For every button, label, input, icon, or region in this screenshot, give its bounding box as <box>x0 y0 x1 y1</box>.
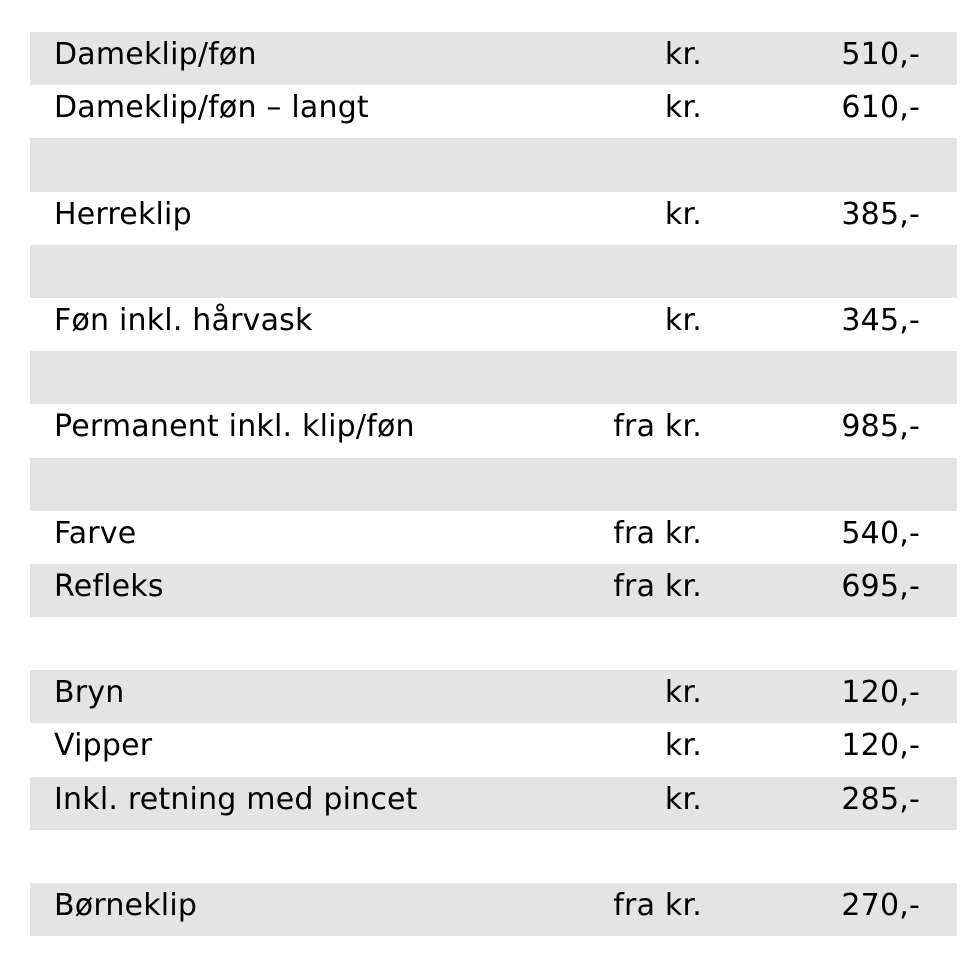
price-prefix: kr. <box>664 675 702 711</box>
price-value: 385,- <box>841 196 920 232</box>
price-prefix: kr. <box>664 196 702 232</box>
price-value: 345,- <box>841 302 920 338</box>
price-row <box>30 404 957 457</box>
price-value: 510,- <box>841 37 920 72</box>
price-row <box>30 85 957 138</box>
price-prefix: kr. <box>664 90 702 126</box>
service-name: Permanent inkl. klip/føn <box>54 409 415 445</box>
price-row <box>30 723 957 776</box>
service-name: Vipper <box>54 728 153 764</box>
price-row <box>30 32 957 85</box>
service-name: Farve <box>54 515 137 551</box>
price-value: 285,- <box>841 781 920 817</box>
spacer-row <box>30 458 957 511</box>
service-name: Føn inkl. hårvask <box>54 302 313 338</box>
service-name: Refleks <box>54 568 164 604</box>
service-name: Dameklip/føn – langt <box>54 90 369 126</box>
price-row <box>30 670 957 723</box>
spacer-row <box>30 138 957 191</box>
price-prefix: kr. <box>664 37 702 72</box>
service-name: Herreklip <box>54 196 192 232</box>
spacer-row <box>30 617 957 670</box>
spacer-row <box>30 351 957 404</box>
price-value: 610,- <box>841 90 920 126</box>
price-prefix: kr. <box>664 302 702 338</box>
price-row <box>30 883 957 936</box>
price-value: 120,- <box>841 675 920 711</box>
price-row <box>30 511 957 564</box>
service-name: Bryn <box>54 675 125 711</box>
price-prefix: kr. <box>664 728 702 764</box>
price-row <box>30 298 957 351</box>
price-row <box>30 564 957 617</box>
spacer-row <box>30 245 957 298</box>
price-row <box>30 192 957 245</box>
price-prefix: kr. <box>664 781 702 817</box>
price-value: 270,- <box>841 888 920 923</box>
service-name: Inkl. retning med pincet <box>54 781 418 817</box>
spacer-row <box>30 830 957 883</box>
price-list <box>30 32 957 936</box>
price-value: 985,- <box>841 409 920 445</box>
price-prefix: fra kr. <box>613 568 702 604</box>
service-name: Dameklip/føn <box>54 37 257 72</box>
price-prefix: fra kr. <box>613 888 702 923</box>
price-value: 540,- <box>841 515 920 551</box>
price-value: 695,- <box>841 568 920 604</box>
service-name: Børneklip <box>54 888 198 923</box>
price-prefix: fra kr. <box>613 409 702 445</box>
price-value: 120,- <box>841 728 920 764</box>
price-row <box>30 777 957 830</box>
price-prefix: fra kr. <box>613 515 702 551</box>
